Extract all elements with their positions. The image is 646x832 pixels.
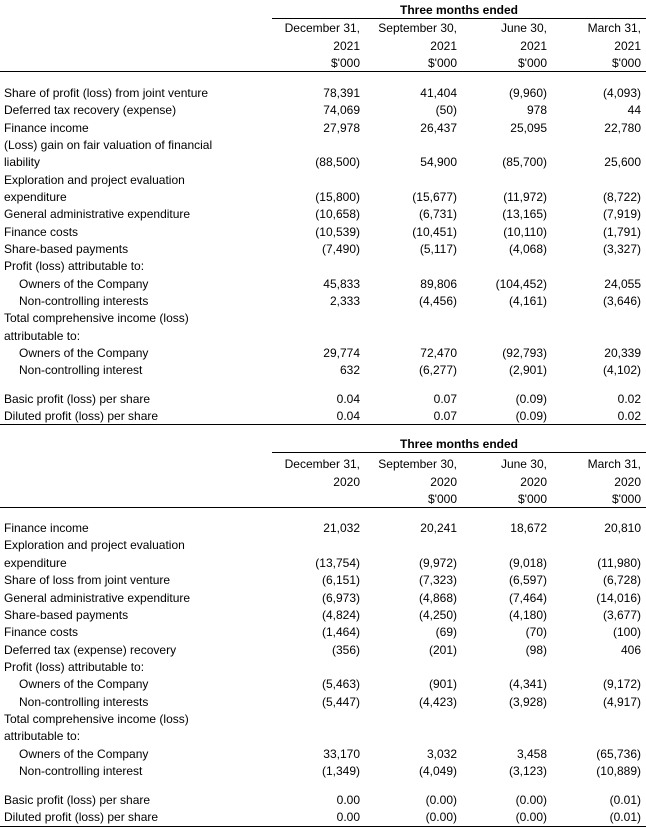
cell: (10,889) [596,764,641,778]
cell: 978 [526,103,547,117]
col-year: 2020 [333,475,360,489]
row-label: attributable to: [4,329,81,343]
col-year: 2021 [430,39,457,53]
col-header: September 30, [378,21,457,35]
cell: 3,032 [426,747,457,761]
cell: 0.04 [336,409,360,423]
cell: (13,754) [315,556,360,570]
cell: (9,972) [418,556,457,570]
col-year: 2021 [333,39,360,53]
cell: 18,672 [510,521,547,535]
footer-rule [0,826,646,827]
cell: (6,973) [321,591,360,605]
cell: 0.04 [336,392,360,406]
cell: (4,102) [602,363,641,377]
row-label: Deferred tax recovery (expense) [4,103,177,117]
cell: (65,736) [596,747,641,761]
row-label: Diluted profit (loss) per share [4,409,159,423]
row-label: Total comprehensive income (loss) [4,311,189,325]
cell: (14,016) [596,591,641,605]
cell: (104,452) [495,277,547,291]
cell: 20,339 [604,346,641,360]
col-header: June 30, [500,21,547,35]
cell: (0.00) [425,793,457,807]
cell: (10,539) [315,225,360,239]
footer-rule [0,424,646,425]
row-label: Exploration and project evaluation [4,173,185,187]
cell: (2,901) [508,363,547,377]
col-header: December 31, [284,457,360,471]
cell: 20,810 [604,521,641,535]
cell: (5,447) [321,695,360,709]
cell: (9,172) [602,677,641,691]
cell: 54,900 [420,155,457,169]
cell: (4,180) [508,608,547,622]
row-label: General administrative expenditure [4,207,191,221]
cell: (6,597) [508,573,547,587]
row-label: Share-based payments [4,242,129,256]
cell: 24,055 [604,277,641,291]
cell: (10,658) [315,207,360,221]
cell: (11,980) [597,556,641,570]
cell: 21,032 [323,521,360,535]
cell: (3,123) [508,764,547,778]
row-label: Owners of the Company [19,277,149,291]
row-label-cont: expenditure [4,556,67,570]
row-label: Profit (loss) attributable to: [4,660,145,674]
row-label: Non-controlling interests [19,695,149,709]
cell: (5,463) [321,677,360,691]
cell: 74,069 [323,103,360,117]
cell: (4,341) [508,677,547,691]
cell: (1,464) [321,625,360,639]
row-label: Finance costs [4,225,79,239]
cell: (4,093) [602,86,641,100]
row-label: Non-controlling interest [19,764,143,778]
cell: 0.02 [617,392,641,406]
row-label: Basic profit (loss) per share [4,793,151,807]
cell: 0.02 [617,409,641,423]
row-label: Non-controlling interests [19,294,149,308]
cell: 25,600 [604,155,641,169]
cell: (10,451) [412,225,457,239]
row-label: Profit (loss) attributable to: [4,259,145,273]
cell: (3,677) [602,608,641,622]
cell: 78,391 [323,86,360,100]
col-header: June 30, [500,457,547,471]
table-title: Three months ended [399,437,518,451]
col-unit: $'000 [518,56,547,70]
cell: (69) [435,625,457,639]
cell: 406 [620,643,641,657]
cell: (11,972) [503,190,547,204]
cell: (4,423) [418,695,457,709]
cell: (6,277) [418,363,457,377]
cell: (0.01) [609,810,641,824]
header-rule [0,71,646,72]
cell: (4,824) [321,608,360,622]
cell: 29,774 [323,346,360,360]
title-underline [272,452,646,453]
col-year: 2020 [520,475,547,489]
cell: 0.00 [336,793,360,807]
cell: (88,500) [315,155,360,169]
table-2020 [0,436,646,832]
row-label: Basic profit (loss) per share [4,392,151,406]
cell: 25,095 [510,121,547,135]
cell: (9,018) [508,556,547,570]
cell: (4,049) [418,764,457,778]
col-unit: $'000 [428,492,457,506]
col-unit: $'000 [612,492,641,506]
cell: (8,722) [602,190,641,204]
cell: 27,978 [323,121,360,135]
col-header: September 30, [378,457,457,471]
row-label: General administrative expenditure [4,591,191,605]
row-label: Owners of the Company [19,346,149,360]
title-underline [272,18,646,19]
cell: (0.00) [425,810,457,824]
header-rule [0,507,646,508]
cell: (4,068) [508,242,547,256]
row-label: Non-controlling interest [19,363,143,377]
cell: (70) [525,625,547,639]
col-year: 2020 [430,475,457,489]
row-label-cont: expenditure [4,190,67,204]
row-label: Finance income [4,121,89,135]
col-unit: $'000 [518,492,547,506]
cell: (9,960) [508,86,547,100]
col-header: March 31, [587,21,641,35]
col-year: 2020 [614,475,641,489]
cell: 20,241 [420,521,457,535]
col-header: March 31, [587,457,641,471]
cell: (15,800) [315,190,360,204]
col-year: 2021 [520,39,547,53]
col-unit: $'000 [331,56,360,70]
row-label: Share-based payments [4,608,129,622]
table-title: Three months ended [399,3,518,17]
cell: 45,833 [323,277,360,291]
cell: (4,868) [418,591,457,605]
cell: (1,791) [602,225,641,239]
cell: (3,928) [508,695,547,709]
row-label: Total comprehensive income (loss) [4,712,189,726]
row-label: Share of profit (loss) from joint venture [4,86,209,100]
row-label: Owners of the Company [19,747,149,761]
cell: (0.09) [515,409,547,423]
cell: (7,919) [602,207,641,221]
cell: (6,728) [602,573,641,587]
cell: (0.00) [515,793,547,807]
cell: 33,170 [323,747,360,761]
cell: 22,780 [604,121,641,135]
cell: (356) [331,643,360,657]
cell: 72,470 [420,346,457,360]
cell: 44 [627,103,641,117]
row-label: Deferred tax (expense) recovery [4,643,177,657]
cell: (7,464) [508,591,547,605]
row-label: Share of loss from joint venture [4,573,171,587]
cell: (13,165) [502,207,547,221]
cell: (1,349) [321,764,360,778]
cell: (15,677) [412,190,457,204]
cell: 0.07 [433,392,457,406]
cell: 26,437 [420,121,457,135]
cell: (6,731) [418,207,457,221]
cell: 0.07 [433,409,457,423]
cell: (3,646) [602,294,641,308]
cell: (201) [428,643,457,657]
cell: (92,793) [502,346,547,360]
cell: (7,490) [321,242,360,256]
cell: 89,806 [420,277,457,291]
cell: (100) [612,625,641,639]
cell: 0.00 [336,810,360,824]
cell: (7,323) [418,573,457,587]
col-unit: $'000 [428,56,457,70]
cell: (901) [428,677,457,691]
cell: 2,333 [329,294,360,308]
cell: 632 [339,363,360,377]
cell: 41,404 [420,86,457,100]
cell: (4,161) [508,294,547,308]
row-label-cont: liability [4,155,41,169]
col-year: 2021 [614,39,641,53]
cell: 3,458 [516,747,547,761]
cell: (4,917) [602,695,641,709]
row-label: Exploration and project evaluation [4,538,185,552]
cell: (85,700) [502,155,547,169]
cell: (98) [525,643,547,657]
cell: (4,250) [418,608,457,622]
row-label: Owners of the Company [19,677,149,691]
row-label: attributable to: [4,729,81,743]
cell: (4,456) [418,294,457,308]
cell: (6,151) [321,573,360,587]
col-unit: $'000 [612,56,641,70]
row-label: (Loss) gain on fair valuation of financial [4,138,213,152]
row-label: Finance income [4,521,89,535]
row-label: Diluted profit (loss) per share [4,810,159,824]
cell: (10,110) [503,225,547,239]
row-label: Finance costs [4,625,79,639]
cell: (0.00) [515,810,547,824]
cell: (0.01) [609,793,641,807]
cell: (5,117) [419,242,457,256]
cell: (0.09) [515,392,547,406]
cell: (3,327) [602,242,641,256]
col-header: December 31, [284,21,360,35]
cell: (50) [435,103,457,117]
